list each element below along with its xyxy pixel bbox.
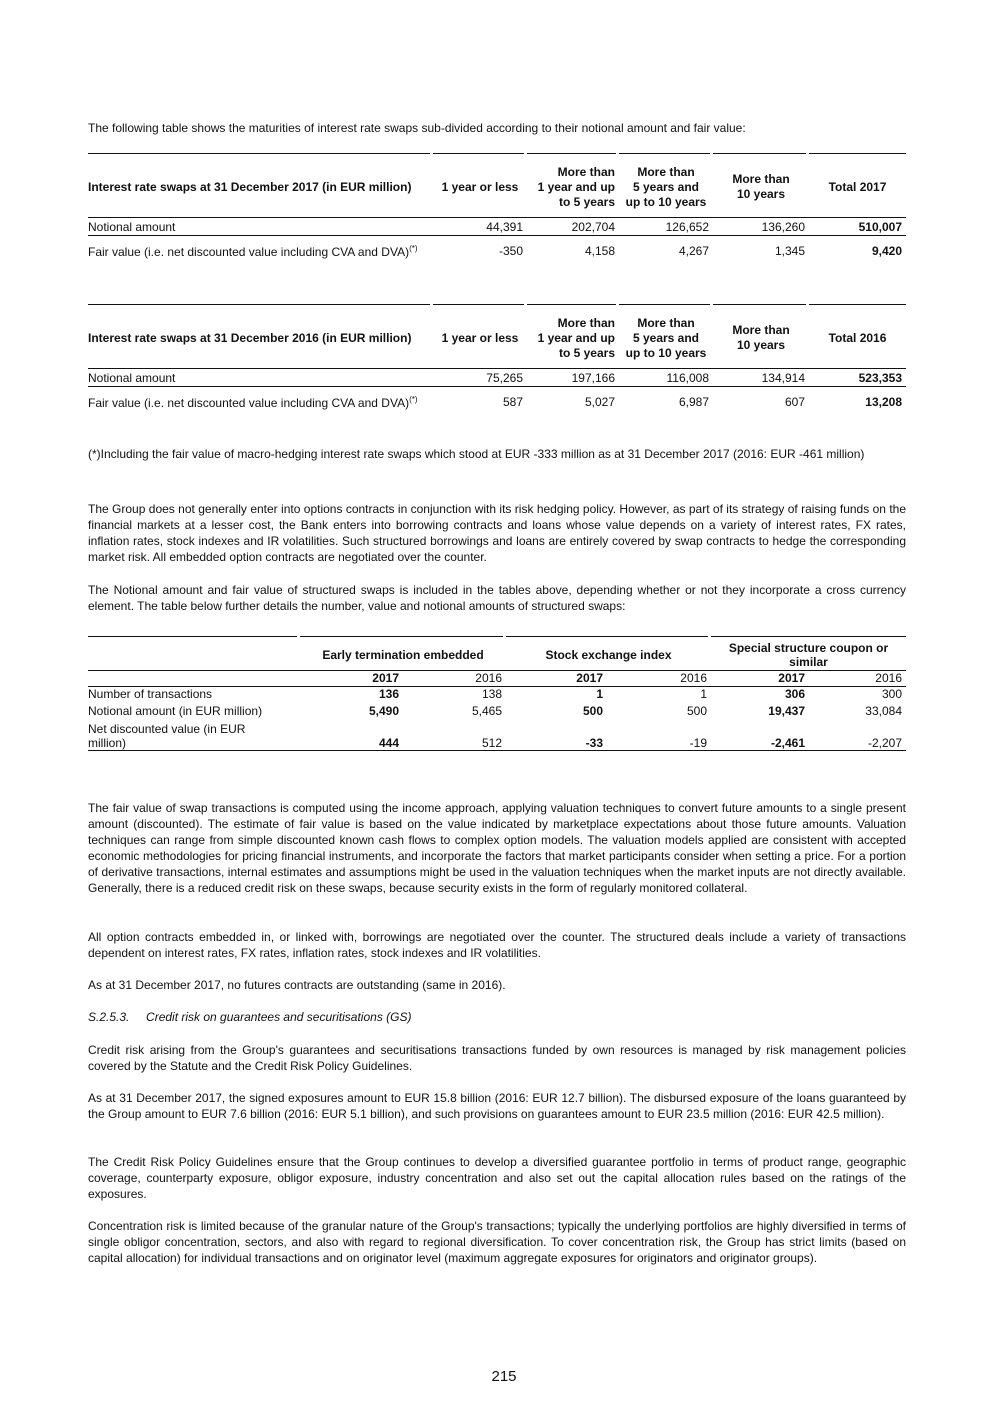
row-label: Fair value (i.e. net discounted value including CVA and DVA)(*) xyxy=(88,395,418,411)
table-cell: 33,084 xyxy=(865,704,902,718)
table-cell: 4,158 xyxy=(584,243,615,258)
paragraph: All option contracts embedded in, or linked with, borrowings are negotiated over the counter. The structured deals include a variety of transactions dependent on interest rates, FX rates, inflation rates, stock indexes and IR volatilities. xyxy=(88,930,906,960)
table-cell: 523,353 xyxy=(809,369,906,387)
table-cell: 136 xyxy=(378,687,399,702)
paragraph: The Credit Risk Policy Guidelines ensure that the Group continues to develop a diversified guarantee portfolio in terms of product range, geographic coverage, counterparty exposure, obligor exposure, industry concentration and also set out the capital allocation rules based on the ratings of the exposures. xyxy=(88,1155,906,1201)
table-cell: 587 xyxy=(502,394,523,409)
year-header: 2016 xyxy=(607,670,711,686)
col-header: Total 2017 xyxy=(828,179,887,194)
paragraph: As at 31 December 2017, the signed exposures amount to EUR 15.8 billion (2016: EUR 12.7 billion). The disbursed exposure of the loans guaranteed by the Group amount to EUR 7.6 billion (2016: EUR 5.1 billion), and such provisions on guarantees amount to EUR 23.5 million (2016: EUR 42.5 million). xyxy=(88,1091,906,1121)
table-cell: 300 xyxy=(881,687,902,702)
table-cell: 5,490 xyxy=(368,704,399,718)
table-title: Interest rate swaps at 31 December 2016 (in EUR million) xyxy=(88,330,412,345)
col-header: More than 10 years xyxy=(732,323,790,352)
table-title: Interest rate swaps at 31 December 2017 (in EUR million) xyxy=(88,179,412,194)
paragraph: The Notional amount and fair value of structured swaps is included in the tables above, depending whether or not they incorporate a cross currency element. The table below further details the number, value and notional amounts of structured swaps: xyxy=(88,583,906,613)
section-heading: S.2.5.3. Credit risk on guarantees and securitisations (GS) xyxy=(88,1010,412,1024)
table-cell: -33 xyxy=(506,720,607,750)
col-header: More than 5 years and up to 10 years xyxy=(625,164,707,209)
table-cell: 1 xyxy=(700,687,707,702)
col-header: More than 1 year and up to 5 years xyxy=(537,315,615,360)
table-cell: 75,265 xyxy=(433,369,527,387)
col-header: Total 2016 xyxy=(828,330,887,345)
table-cell: 13,208 xyxy=(865,394,902,409)
footnote: (*)Including the fair value of macro-hedging interest rate swaps which stood at EUR -333 million as at 31 December 2017 (2016: EUR -461 million) xyxy=(88,447,865,461)
table-cell: 510,007 xyxy=(809,218,906,236)
year-header: 2016 xyxy=(809,670,906,686)
table-cell: -350 xyxy=(498,243,523,258)
table-cell: -2,461 xyxy=(711,720,809,750)
table-cell: 134,914 xyxy=(713,369,809,387)
col-header: More than 5 years and up to 10 years xyxy=(625,315,707,360)
table-cell: 1 xyxy=(596,687,603,702)
row-label: Number of transactions xyxy=(88,686,300,702)
year-header: 2017 xyxy=(300,670,403,686)
table-cell: 607 xyxy=(784,394,805,409)
table-cell: 4,267 xyxy=(678,243,709,258)
paragraph: Concentration risk is limited because of the granular nature of the Group's transactions; typically the underlying portfolios are highly diversified in terms of single obligor concentration, sectors, and also with regard to regional diversification. To cover concentration risk, the Group has strict limits (based on capital allocation) for individual transactions and on originator level (maximum aggregate exposures for originators and originator groups). xyxy=(88,1219,906,1265)
table-cell: 444 xyxy=(300,720,403,750)
table-irs-2016 xyxy=(88,300,906,417)
table-cell: 5,465 xyxy=(471,704,502,718)
table-cell: 138 xyxy=(481,687,502,702)
row-label: Notional amount xyxy=(88,369,433,387)
table-cell: 5,027 xyxy=(584,394,615,409)
table-cell: 500 xyxy=(582,704,603,718)
table-structured-swaps xyxy=(88,632,906,751)
table-cell: 126,652 xyxy=(619,218,713,236)
col-header: 1 year or less xyxy=(441,330,519,345)
col-header: More than 10 years xyxy=(732,172,790,201)
group-header: Early termination embedded xyxy=(300,640,506,670)
year-header: 2017 xyxy=(711,670,809,686)
table-cell: 116,008 xyxy=(619,369,713,387)
intro-text: The following table shows the maturities of interest rate swaps sub-divided according to their notional amount and fair value: xyxy=(88,121,746,135)
row-label: Notional amount (in EUR million) xyxy=(88,704,263,718)
table-cell: 197,166 xyxy=(527,369,619,387)
table-cell: -19 xyxy=(607,720,711,750)
col-header: More than 1 year and up to 5 years xyxy=(537,164,615,209)
page-number: 215 xyxy=(491,1368,517,1385)
table-cell: 202,704 xyxy=(527,218,619,236)
table-cell: 1,345 xyxy=(774,243,805,258)
table-cell: 512 xyxy=(403,720,506,750)
col-header: 1 year or less xyxy=(441,179,519,194)
table-cell: 19,437 xyxy=(768,704,805,718)
paragraph: As at 31 December 2017, no futures contracts are outstanding (same in 2016). xyxy=(88,978,506,992)
table-cell: 6,987 xyxy=(678,394,709,409)
paragraph: The fair value of swap transactions is computed using the income approach, applying valuation techniques to convert future amounts to a single present amount (discounted). The estimate of fair value is based on the value indicated by marketplace expectations about those future amounts. Valuation techniques can range from simple discounted known cash flows to complex option models. The valuation models applied are consistent with accepted economic methodologies for pricing financial instruments, and incorporate the factors that market participants consider when setting a price. For a portion of derivative transactions, internal estimates and assumptions might be used in the valuation techniques when the market inputs are not directly available. Generally, there is a reduced credit risk on these swaps, because security exists in the form of regularly monitored collateral. xyxy=(88,801,906,895)
table-cell: 500 xyxy=(686,704,707,718)
row-label: Net discounted value (in EUR million) xyxy=(88,720,300,750)
table-cell: 9,420 xyxy=(871,243,902,258)
paragraph: Credit risk arising from the Group's guarantees and securitisations transactions funded by own resources is managed by risk management policies covered by the Statute and the Credit Risk Policy Guidelines. xyxy=(88,1043,906,1073)
group-header: Special structure coupon or similar xyxy=(711,640,906,670)
group-header: Stock exchange index xyxy=(506,640,711,670)
table-cell: 136,260 xyxy=(713,218,809,236)
table-cell: 306 xyxy=(784,687,805,702)
table-irs-2017 xyxy=(88,149,906,266)
year-header: 2016 xyxy=(403,670,506,686)
year-header: 2017 xyxy=(506,670,607,686)
row-label: Notional amount xyxy=(88,218,433,236)
table-cell: 44,391 xyxy=(433,218,527,236)
paragraph: The Group does not generally enter into options contracts in conjunction with its risk hedging policy. However, as part of its strategy of raising funds on the financial markets at a lesser cost, the Bank enters into borrowing contracts and loans whose value depends on a variety of interest rates, FX rates, inflation rates, stock indexes and IR volatilities. Such structured borrowings and loans are entirely covered by swap contracts to hedge the corresponding market risk. All embedded option contracts are negotiated over the counter. xyxy=(88,502,906,564)
table-cell: -2,207 xyxy=(809,720,906,750)
row-label: Fair value (i.e. net discounted value including CVA and DVA)(*) xyxy=(88,244,418,260)
